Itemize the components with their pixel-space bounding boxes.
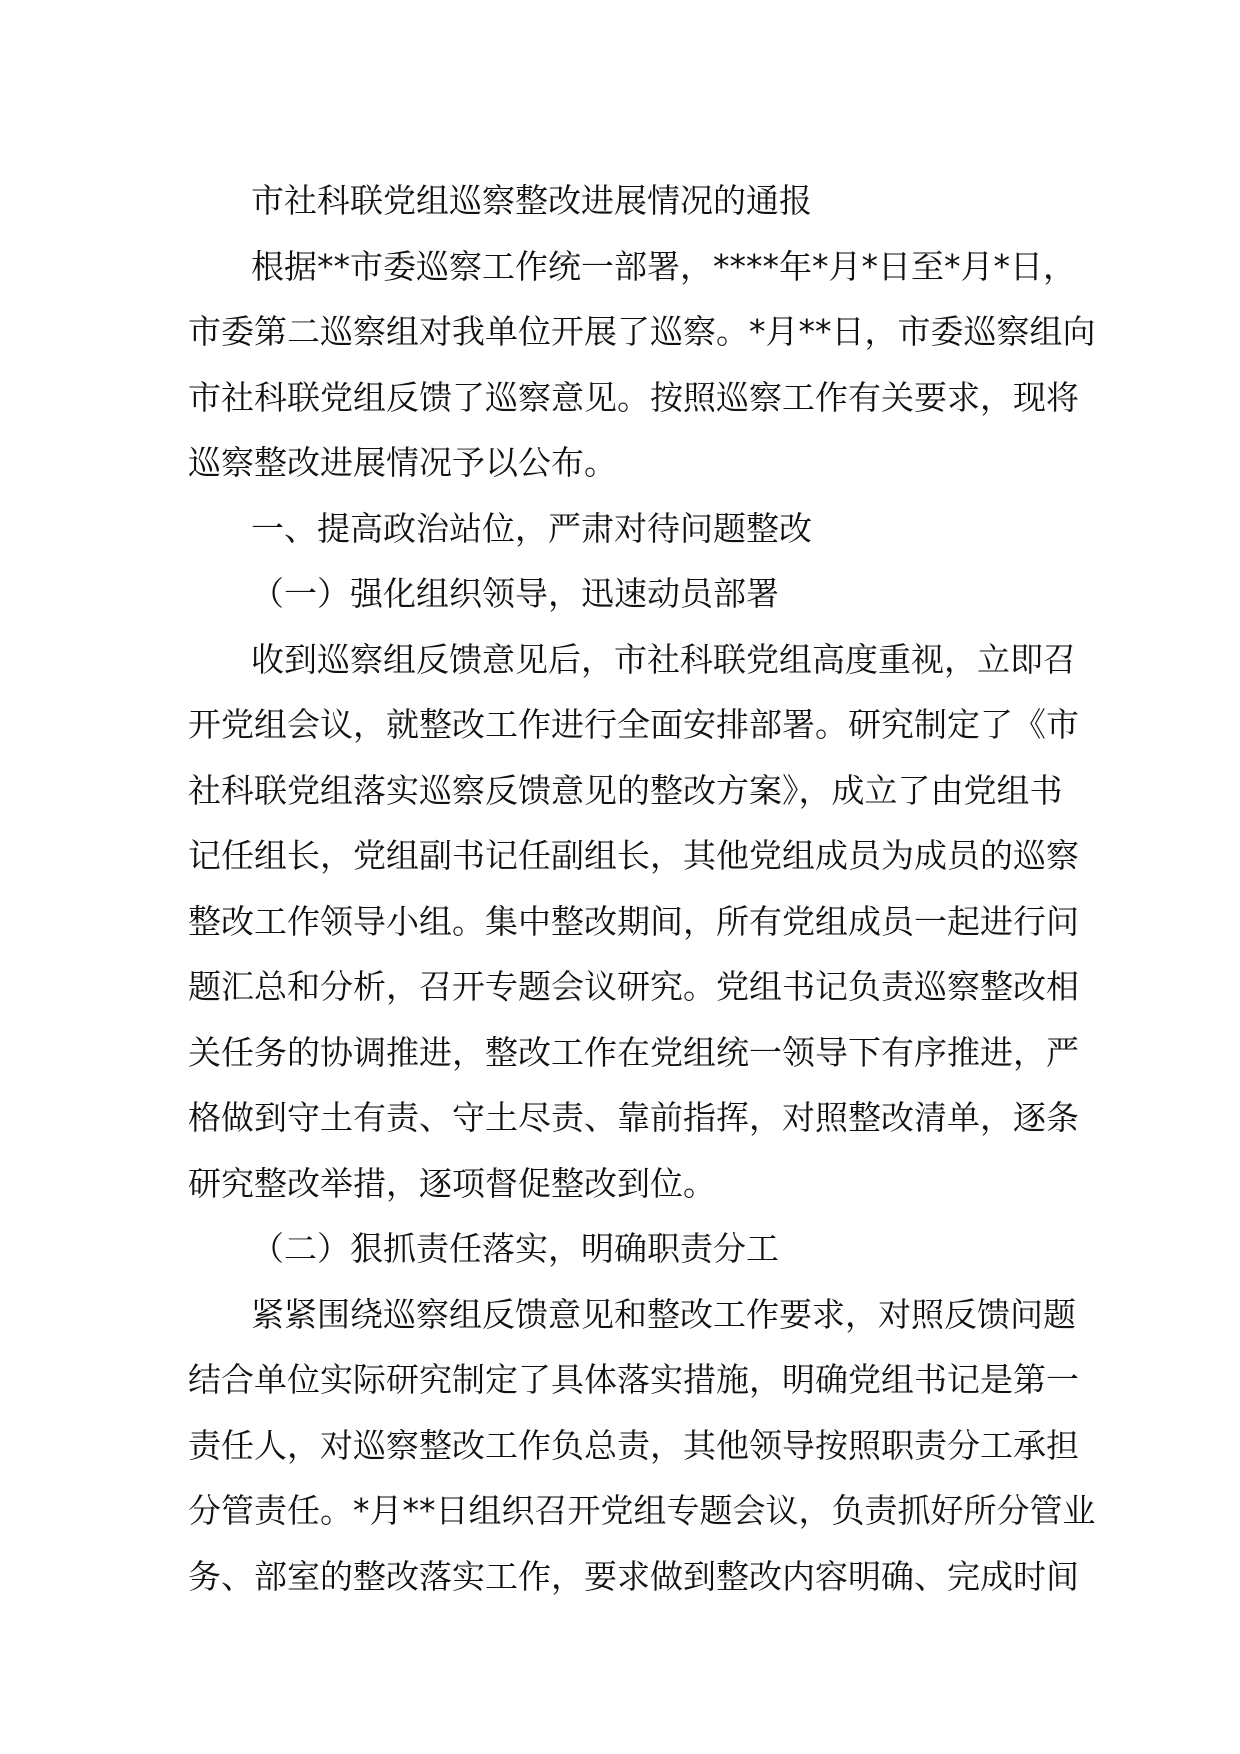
text-line: 记任组长，党组副书记任副组长，其他党组成员为成员的巡察 (188, 836, 1079, 875)
text-line: 格做到守土有责、守土尽责、靠前指挥，对照整改清单，逐条 (188, 1098, 1079, 1137)
text-line: 整改工作领导小组。集中整改期间，所有党组成员一起进行问 (188, 901, 1079, 941)
text-line: 市社科联党组反馈了巡察意见。按照巡察工作有关要求，现将 (188, 377, 1079, 417)
text-line: 关任务的协调推进，整改工作在党组统一领导下有序推进，严 (188, 1032, 1079, 1072)
text-line: 市委第二巡察组对我单位开展了巡察。*月**日，市委巡察组向 (188, 312, 1096, 351)
text-line: 务、部室的整改落实工作，要求做到整改内容明确、完成时间 (188, 1556, 1079, 1596)
text-line: 责任人，对巡察整改工作负总责，其他领导按照职责分工承担 (188, 1425, 1079, 1465)
text-line: 题汇总和分析，召开专题会议研究。党组书记负责巡察整改相 (188, 967, 1079, 1006)
text-line: 社科联党组落实巡察反馈意见的整改方案》，成立了由党组书 (188, 770, 1063, 810)
text-line: 一、提高政治站位，严肃对待问题整改 (251, 508, 812, 548)
text-line: 根据**市委巡察工作统一部署，****年*月*日至*月*日， (251, 246, 1076, 286)
text-line: 分管责任。*月**日组织召开党组专题会议，负责抓好所分管业 (188, 1491, 1096, 1530)
document-title: 市社科联党组巡察整改进展情况的通报 (251, 181, 812, 220)
text-line: （二）狠抓责任落实，明确职责分工 (251, 1229, 779, 1268)
text-line: 巡察整改进展情况予以公布。 (188, 443, 617, 482)
text-line: 结合单位实际研究制定了具体落实措施，明确党组书记是第一 (188, 1360, 1079, 1399)
text-line: 研究整改举措，逐项督促整改到位。 (188, 1163, 716, 1203)
text-line: 开党组会议，就整改工作进行全面安排部署。研究制定了《市 (188, 705, 1079, 744)
text-line: 紧紧围绕巡察组反馈意见和整改工作要求，对照反馈问题 (251, 1294, 1076, 1334)
document-page (188, 168, 1096, 1609)
document-body (188, 168, 1096, 1609)
text-line: （一）强化组织领导，迅速动员部署 (251, 574, 779, 613)
text-line: 收到巡察组反馈意见后，市社科联党组高度重视，立即召 (251, 639, 1076, 679)
